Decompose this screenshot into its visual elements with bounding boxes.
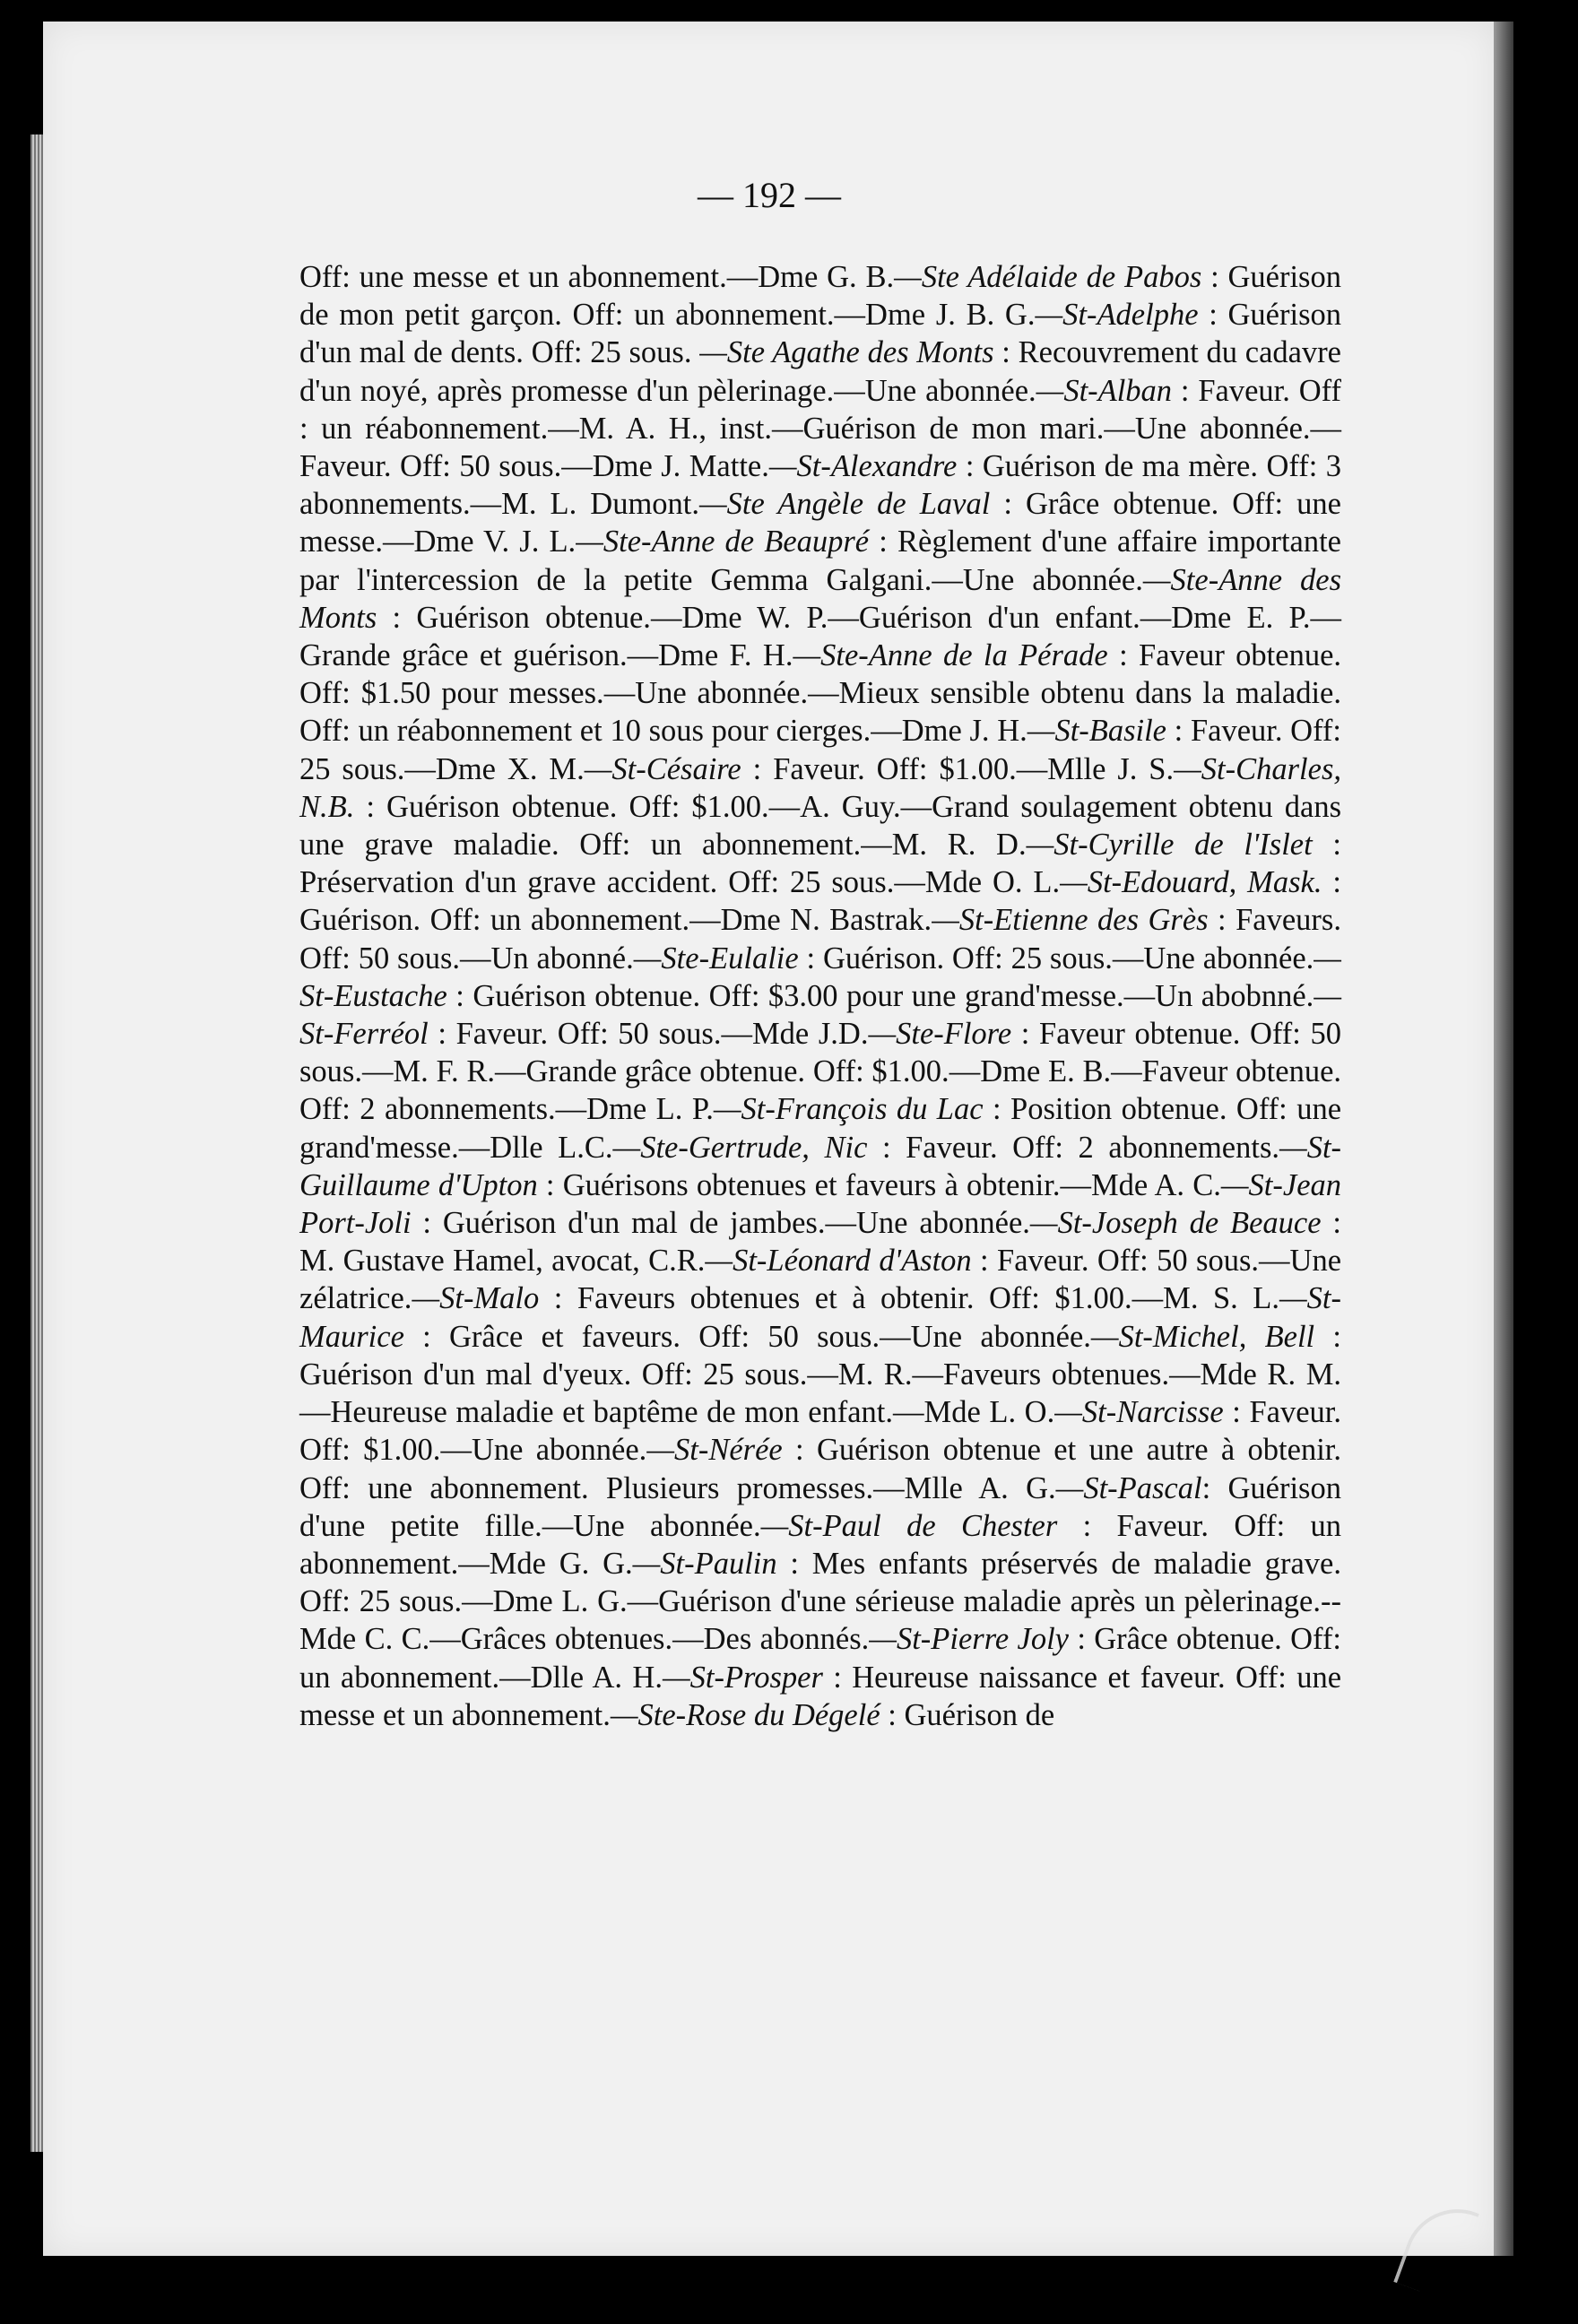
entry-text: : Faveur. Off: un abonnement. (299, 1508, 1342, 1581)
place-name: —St-Pascal (1055, 1470, 1202, 1505)
place-name: —St-Charles, N.B. (299, 751, 1342, 824)
entry-text: —Dme F. H. (627, 638, 793, 673)
entry-text: —Mieux sensible obtenu dans la maladie. Off: un réabonnement et 10 sous pour cierges. (299, 676, 1341, 749)
entry-text: —Dme E. B. (949, 1054, 1112, 1089)
entry-text: —Dme N. Bastrak. (689, 903, 932, 938)
entry-text: —Une abonnée. (542, 1508, 761, 1543)
entry-text: —A. Guy. (768, 789, 901, 824)
place-name: —St-Cyrille de l'Islet (1026, 828, 1313, 863)
place-name: —Ste-Anne des Monts (299, 562, 1341, 635)
entry (912, 1357, 1169, 1392)
entry-text: : Faveurs. Off: 50 sous. (299, 903, 1341, 976)
place-name: —St-Alban (1036, 373, 1173, 408)
place-name: —St-Paul de Chester (760, 1508, 1058, 1543)
entry-text: —Une abonnée. (880, 1319, 1091, 1354)
entry-text: : Guérison obtenue. Off: $3.00 pour une grand'messe. (447, 978, 1124, 1013)
entry-text: —Une abonnée. (1104, 411, 1311, 446)
entry-text: —Mde O. L. (894, 865, 1061, 900)
entry-text: : Faveur obtenue. Off: 50 sous. (299, 1017, 1341, 1089)
entry-text: --Mde C. C. (299, 1584, 1341, 1657)
entry (613, 1131, 1280, 1165)
entry-text: —Dlle A. H. (499, 1660, 663, 1695)
entry (769, 790, 901, 824)
entry (932, 563, 1142, 597)
entry (1132, 1281, 1279, 1315)
entry (689, 903, 932, 937)
place-name: —St-Adelphe (1035, 298, 1199, 333)
place-name: —St-Guillaume d'Upton (299, 1130, 1342, 1202)
entry (825, 1206, 1029, 1240)
place-name: —St-Césaire (584, 751, 741, 786)
entry (499, 1661, 663, 1695)
entry-text: —M. R. (807, 1357, 913, 1392)
entry-text: Off: une messe et un abonnement. (299, 260, 727, 294)
entry-text: —Dme L. P. (555, 1092, 714, 1127)
entry-text: —Faveurs obtenues. (912, 1357, 1170, 1392)
entry (458, 1547, 632, 1581)
entry-text: : Préservation d'un grave accident. Off: 25 sous. (299, 828, 1341, 900)
place-name: —Ste-Rose du Dégelé (610, 1697, 880, 1732)
entry-text: : Guérison. Off: un abonnement. (299, 865, 1341, 938)
place-name: —St-Michel, Bell (1090, 1319, 1315, 1354)
entry-text: —Une abonnée. (932, 562, 1143, 597)
entry-text: —Dme J. H. (871, 714, 1027, 749)
entry-text: —Grande grâce et guérison. (299, 600, 1341, 673)
entry-text: : Guérison obtenue. (377, 600, 651, 635)
entry (893, 1395, 1054, 1429)
entry-text: —M. R. D. (861, 828, 1027, 863)
place-name: —St-Ferréol (299, 978, 1341, 1052)
entry (721, 1017, 868, 1051)
entry-text: —Guérison de mon mari. (772, 411, 1105, 446)
entry (459, 1131, 613, 1165)
entry (611, 1698, 1054, 1732)
entry-text: : Guérison d'un mal d'yeux. Off: 25 sous. (299, 1319, 1342, 1392)
entry-text: : Guérison d'un mal de jambes. (411, 1206, 826, 1241)
entry-text: : Grâce obtenue. Off: une messe. (299, 487, 1341, 559)
entry (1060, 1168, 1220, 1202)
entry-text: —M. F. R. (361, 1054, 495, 1089)
place-name: —St-Narcisse (1054, 1395, 1224, 1430)
entry-text: : Guérison d'un mal de dents. Off: 25 sous. (299, 298, 1341, 370)
entry (634, 941, 1113, 976)
place-name: —Ste Agathe des Monts (699, 335, 994, 370)
entry-text: : Recouvrement du cadavre d'un noyé, après promesse d'un pèlerinage. (299, 335, 1341, 408)
place-name: —Ste-Gertrude, Nic (612, 1130, 868, 1165)
entry (1104, 412, 1310, 446)
entry (471, 487, 699, 521)
entry (1113, 941, 1314, 976)
entry-text: —Mlle J. S. (1016, 751, 1175, 786)
entry (548, 412, 772, 446)
entry-text: —Heureuse maladie et baptême de mon enfant. (299, 1395, 894, 1430)
entry-text: —M. A. H., inst. (548, 411, 772, 446)
entry (651, 601, 828, 635)
entry-text: : Mes enfants préservés de maladie grave. Off: 25 sous. (299, 1546, 1341, 1619)
entry (299, 260, 727, 294)
entry (705, 1244, 1259, 1278)
entry-text: —Faveur obtenue. Off: 2 abonnements. (299, 1054, 1342, 1127)
entry-text: : Faveur. Off: 25 sous. (299, 714, 1342, 786)
place-name: —St-Pierre Joly (869, 1622, 1069, 1657)
entry-text: —Dme W. P. (650, 600, 828, 635)
entry-text: —Mde A. C. (1060, 1167, 1221, 1202)
entry (1017, 752, 1174, 786)
entry-text: —Dme J. Matte. (561, 449, 769, 484)
book-gutter (1494, 22, 1513, 2256)
entry (429, 1622, 672, 1656)
entry-text: : Guérison. Off: 25 sous. (798, 941, 1113, 976)
entry (672, 1622, 869, 1656)
entry-text: : Faveur. Off : un réabonnement. (299, 373, 1341, 446)
place-name: —Ste-Flore (868, 1017, 1012, 1052)
entry-text: : Guérison de mon petit garçon. Off: un abonnement. (299, 260, 1341, 333)
entry (561, 449, 769, 483)
place-name: —Ste-Anne de Beaupré (576, 525, 870, 559)
place-name: —St-Léonard d'Aston (705, 1244, 972, 1279)
place-name: —St-Alexandre (768, 449, 958, 484)
entry-text: : Faveur. Off: 50 sous. (971, 1244, 1260, 1279)
entry-text: —Mde J.D. (721, 1017, 869, 1052)
entry (871, 714, 1027, 748)
entry-text: —Dme L. G. (462, 1584, 628, 1619)
entry (362, 1054, 495, 1088)
entry (873, 1471, 1056, 1505)
entry-text: —Faveur. Off: 50 sous. (299, 411, 1342, 484)
place-name: —St-Eustache (299, 941, 1341, 1013)
entry-text: —Une abonnée. (603, 676, 809, 711)
place-name: —St-Jean Port-Joli (299, 1167, 1342, 1241)
entry-text: —Guérison d'une sérieuse maladie après un pèlerinage. (627, 1584, 1321, 1619)
entry-text: —Mde G. G. (458, 1546, 633, 1581)
entry-text: —Guérison d'un enfant. (828, 600, 1140, 635)
entry (556, 1092, 714, 1126)
entry (440, 1433, 646, 1467)
entry-text: : Guérisons obtenues et faveurs à obtenir. (537, 1167, 1061, 1202)
page-number: — 192 — (698, 175, 841, 215)
entry-text: : Heureuse naissance et faveur. Off: une messe et un abonnement. (299, 1660, 1342, 1732)
entry (828, 601, 1140, 635)
entry (772, 412, 1104, 446)
entry-text: : Faveur obtenue. Off: $1.50 pour messes. (299, 638, 1342, 711)
book-page (43, 22, 1496, 2256)
entry (628, 638, 793, 672)
entry-text: —Une abonnée. (1112, 941, 1314, 976)
entry (880, 1320, 1091, 1354)
entry-text: —Dme V. J. L. (382, 525, 577, 559)
entry-text: : Faveur. Off: $1.00. (299, 1395, 1341, 1468)
entry (949, 1054, 1111, 1088)
entry-text: : Règlement d'une affaire importante par l'intercession de la petite Gemma Galgani. (299, 525, 1342, 597)
place-name: —St-Basile (1027, 714, 1166, 749)
entry (383, 525, 576, 559)
entry (1140, 601, 1311, 635)
entry-text: : Position obtenue. Off: une grand'messe. (299, 1092, 1342, 1165)
entry (1124, 979, 1314, 1013)
place-name: —St-Nérée (646, 1433, 783, 1468)
page-body (299, 258, 1341, 1734)
entry (894, 865, 1060, 899)
entry-text: : Faveurs obtenues et à obtenir. Off: $1.00. (539, 1281, 1132, 1316)
entry (604, 676, 808, 710)
entry-text: : Grâce et faveurs. Off: 50 sous. (403, 1319, 880, 1354)
place-name: —St-Malo (412, 1281, 540, 1316)
entry-text: : Faveur. Off: $1.00. (741, 751, 1017, 786)
entry-text: —Dme X. M. (404, 751, 585, 786)
entry (861, 828, 1026, 862)
entry-text: —Des abonnés. (672, 1622, 870, 1657)
place-name: —Ste-Anne de la Pérade (793, 638, 1108, 673)
entry-text: : M. Gustave Hamel, avocat, C.R. (299, 1206, 1341, 1279)
entry (404, 752, 584, 786)
entry-text: : Guérison de (880, 1697, 1055, 1732)
entry-text: : Grâce obtenue. Off: un abonnement. (299, 1622, 1341, 1695)
entry-text: —Dlle L.C. (458, 1130, 613, 1165)
entry-text: —Une abonnée. (825, 1206, 1030, 1241)
place-name: —Ste Adélaide de Pabos (894, 260, 1202, 294)
entry (834, 374, 1036, 408)
entry (807, 1357, 912, 1392)
entry-text: : Faveur. Off: 2 abonnements. (867, 1130, 1280, 1165)
place-name: —St-Joseph de Beauce (1029, 1206, 1322, 1241)
entry-text: : Guérison de ma mère. Off: 3 abonnements. (299, 449, 1342, 522)
place-name: —St-Edouard, Mask. (1060, 865, 1322, 900)
entry-text: —Dme G. B. (726, 260, 895, 294)
entry-text: —M. L. Dumont. (470, 487, 699, 522)
entry (542, 1509, 761, 1543)
entry-text: —Dme E. P. (1140, 600, 1311, 635)
place-name: —Ste Angèle de Laval (699, 487, 991, 522)
place-name: —St-Maurice (299, 1281, 1341, 1354)
entry-text: —Une zélatrice. (299, 1244, 1342, 1316)
entry (299, 1395, 893, 1429)
entry (495, 1054, 949, 1088)
entry (412, 1281, 1131, 1315)
entry-text: —Un abonné. (460, 941, 634, 976)
entry (628, 1584, 1321, 1618)
entry-text: : Guérison obtenue. Off: $1.00. (354, 789, 769, 824)
entry-text: —Une abonnée. (440, 1433, 647, 1468)
entry-text: —M. S. L. (1131, 1281, 1279, 1316)
entry-text: : Guérison obtenue et une autre à obtenir. Off: une abonnement. Plusieurs promesses. (299, 1433, 1341, 1505)
entry (460, 941, 634, 976)
entry-text: : Guérison d'une petite fille. (299, 1470, 1341, 1543)
place-name: —St-François du Lac (713, 1092, 984, 1127)
entry-text: —Mde R. M. (1169, 1357, 1341, 1392)
place-name: —St-Etienne des Grès (932, 903, 1209, 938)
entry-text: —Grâces obtenues. (429, 1622, 673, 1657)
entry-text: —Dme J. B. G. (834, 298, 1036, 333)
entry (585, 752, 1017, 786)
entry-text: —Un abobnné. (1123, 978, 1314, 1013)
entry-text: —Grande grâce obtenue. Off: $1.00. (495, 1054, 949, 1089)
entry (462, 1584, 628, 1618)
entry (1169, 1357, 1341, 1392)
entry-text: —Mlle A. G. (873, 1470, 1056, 1505)
page-edge (30, 134, 43, 2152)
entry-text: : Faveur. Off: 50 sous. (428, 1017, 722, 1052)
entry (727, 260, 894, 294)
place-name: —St-Paulin (632, 1546, 777, 1581)
entry-text: —Mde L. O. (893, 1395, 1055, 1430)
entry-text: —Une abonnée. (834, 373, 1036, 408)
entry-text: —Grand soulagement obtenu dans une grave maladie. Off: un abonnement. (299, 789, 1341, 863)
entry (835, 298, 1036, 332)
place-name: —St-Prosper (662, 1660, 823, 1695)
place-name: —Ste-Eulalie (633, 941, 799, 976)
